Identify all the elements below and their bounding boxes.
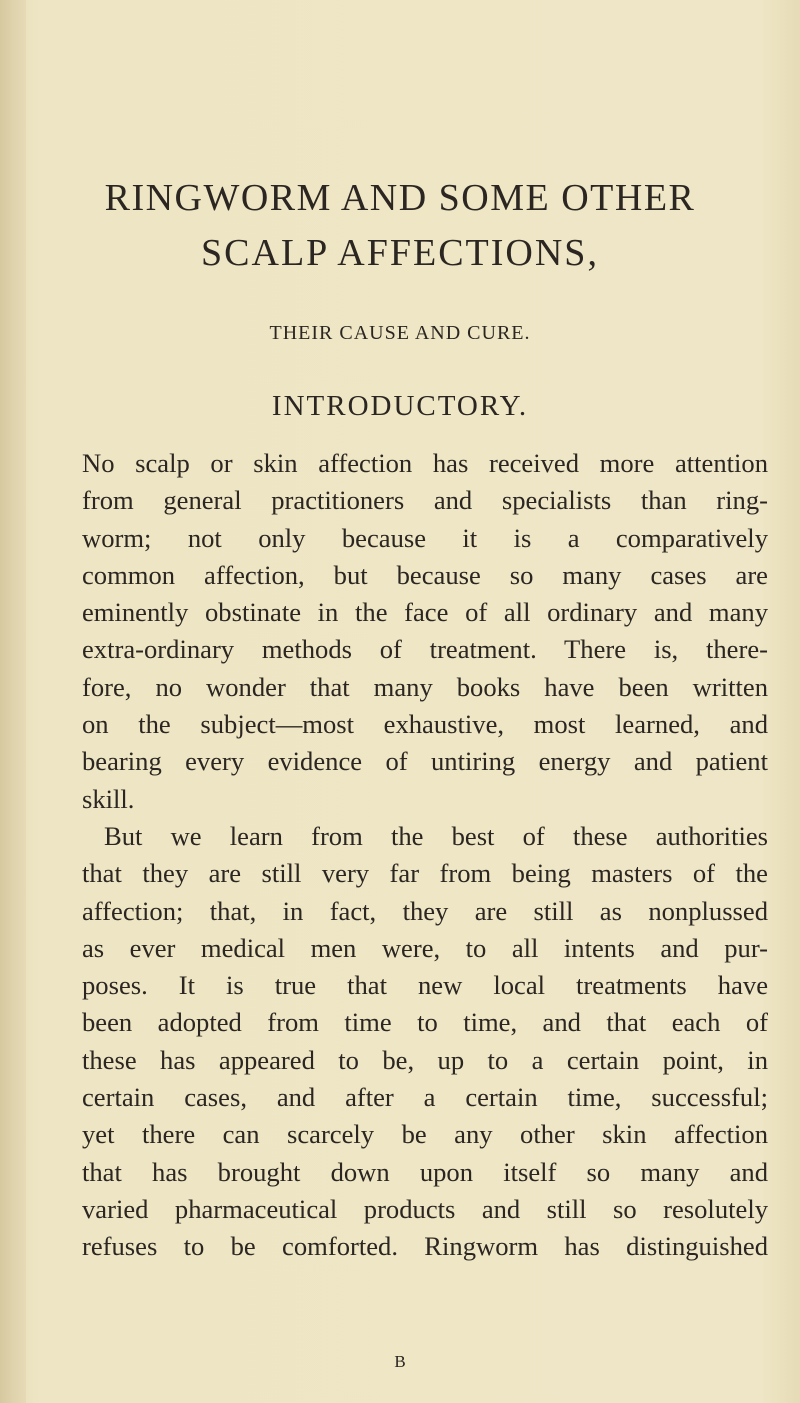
paragraph-2-line: But we learn from the best of these authorities <box>104 820 768 851</box>
paragraph-1-line: fore, no wonder that many books have been written <box>82 671 768 702</box>
paragraph-2-line: refuses to be comforted. Ringworm has distinguished <box>82 1231 768 1262</box>
paragraph-1-line: on the subject—most exhaustive, most learned, and <box>82 709 768 740</box>
paragraph-2-line: as ever medical men were, to all intents and pur- <box>82 932 768 963</box>
paragraph-2-line: these has appeared to be, up to a certain point, in <box>82 1044 768 1075</box>
title-line-2: SCALP AFFECTIONS, <box>201 232 599 274</box>
paragraph-1-line: extra-ordinary methods of treatment. There is, there- <box>82 634 768 665</box>
title-line-1: RINGWORM AND SOME OTHER <box>104 177 696 219</box>
section-heading: INTRODUCTORY. <box>271 390 529 422</box>
paragraph-2-line: varied pharmaceutical products and still so resolutely <box>82 1193 768 1224</box>
paragraph-1-line: from general practitioners and specialists than ring- <box>82 485 768 516</box>
paragraph-1-line: worm; not only because it is a comparatively <box>82 522 768 553</box>
paragraph-2-line: yet there can scarcely be any other skin affection <box>82 1119 768 1150</box>
body-text <box>82 445 768 1266</box>
paragraph-1-line: bearing every evidence of untiring energy and patient <box>82 746 768 777</box>
paragraph-2-line: that has brought down upon itself so many and <box>82 1156 768 1187</box>
paragraph-1-line: eminently obstinate in the face of all ordinary and many <box>82 597 768 628</box>
subtitle: THEIR CAUSE AND CURE. <box>269 322 531 344</box>
paragraph-2-line: affection; that, in fact, they are still as nonplussed <box>82 895 768 926</box>
paragraph-2-line: certain cases, and after a certain time, successful; <box>82 1082 768 1113</box>
paragraph-2-line: that they are still very far from being masters of the <box>82 858 768 889</box>
paragraph-2-line: been adopted from time to time, and that each of <box>82 1007 768 1038</box>
paragraph-1-line: No scalp or skin affection has received more attention <box>82 448 768 478</box>
printer-signature-mark: B <box>394 1352 406 1371</box>
paragraph-2-line: poses. It is true that new local treatments have <box>82 970 768 1001</box>
paragraph-1-line: common affection, but because so many cases are <box>82 559 768 590</box>
paragraph-1-line: skill. <box>82 783 135 814</box>
